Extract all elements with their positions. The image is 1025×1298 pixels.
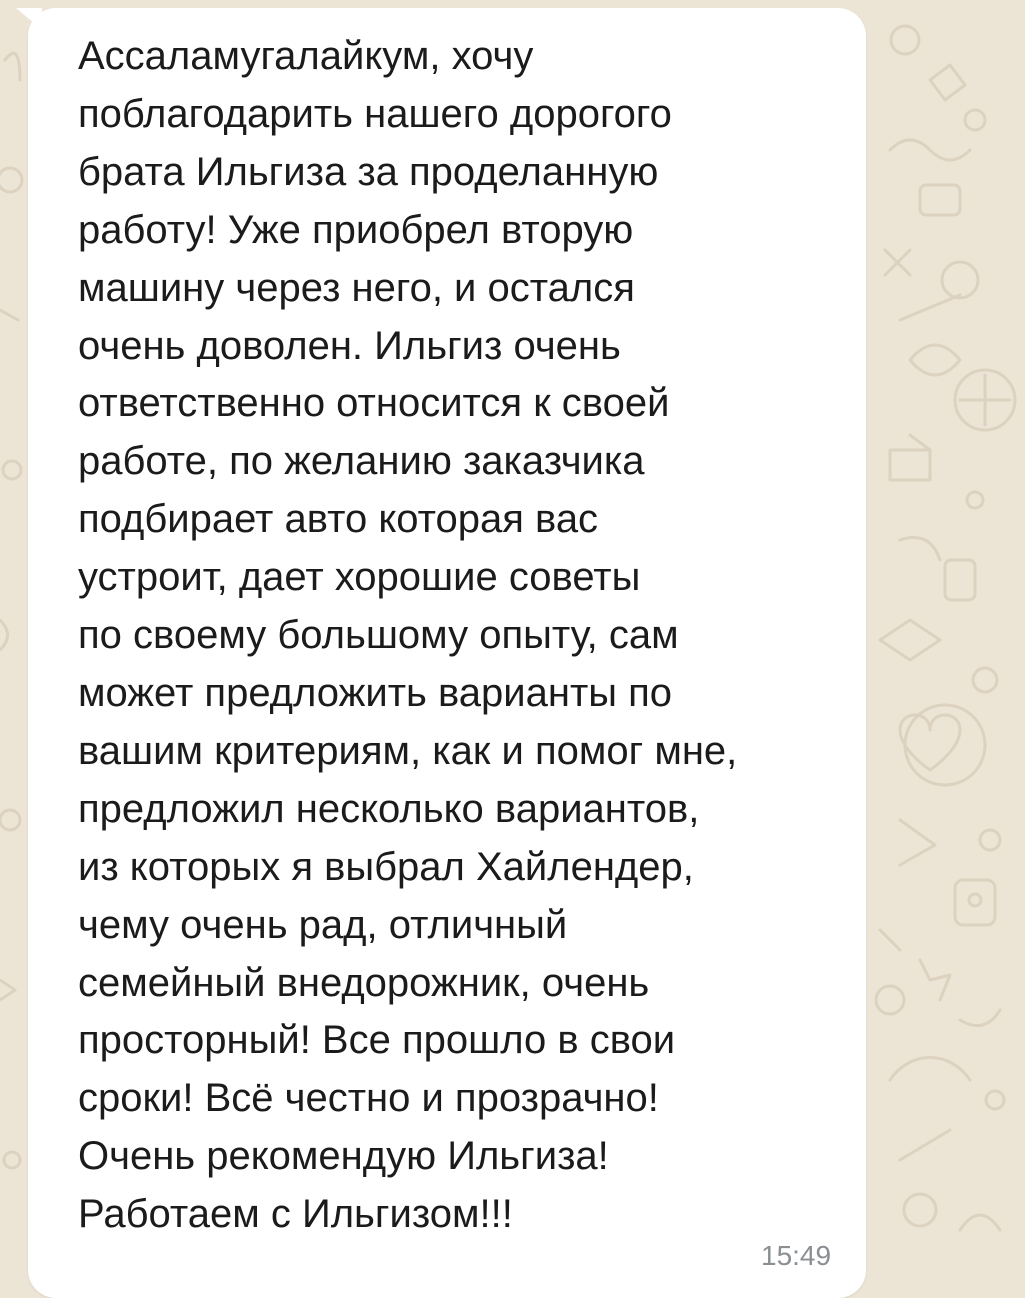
message-bubble[interactable]: [28, 8, 866, 1298]
message-text: Ассаламугалайкум, хочу поблагодарить нашего дорогого брата Ильгиза за проделанную работу! Уже приобрел вторую машину через него, и остался очень доволен. Ильгиз очень ответственно относится к своей работе, по желанию заказчика подбирает авто которая вас устроит, дает хорошие советы по своему большому опыту, сам может предложить варианты по вашим критериям, как и помог мне, предложил несколько вариантов, из которых я выбрал Хайлендер, чему очень рад, отличный семейный внедорожник, очень просторный! Все прошло в свои сроки! Всё честно и прозрачно! Очень рекомендую Ильгиза! Работаем с Ильгизом!!!: [78, 34, 738, 1237]
message-timestamp: 15:49: [761, 1240, 832, 1271]
